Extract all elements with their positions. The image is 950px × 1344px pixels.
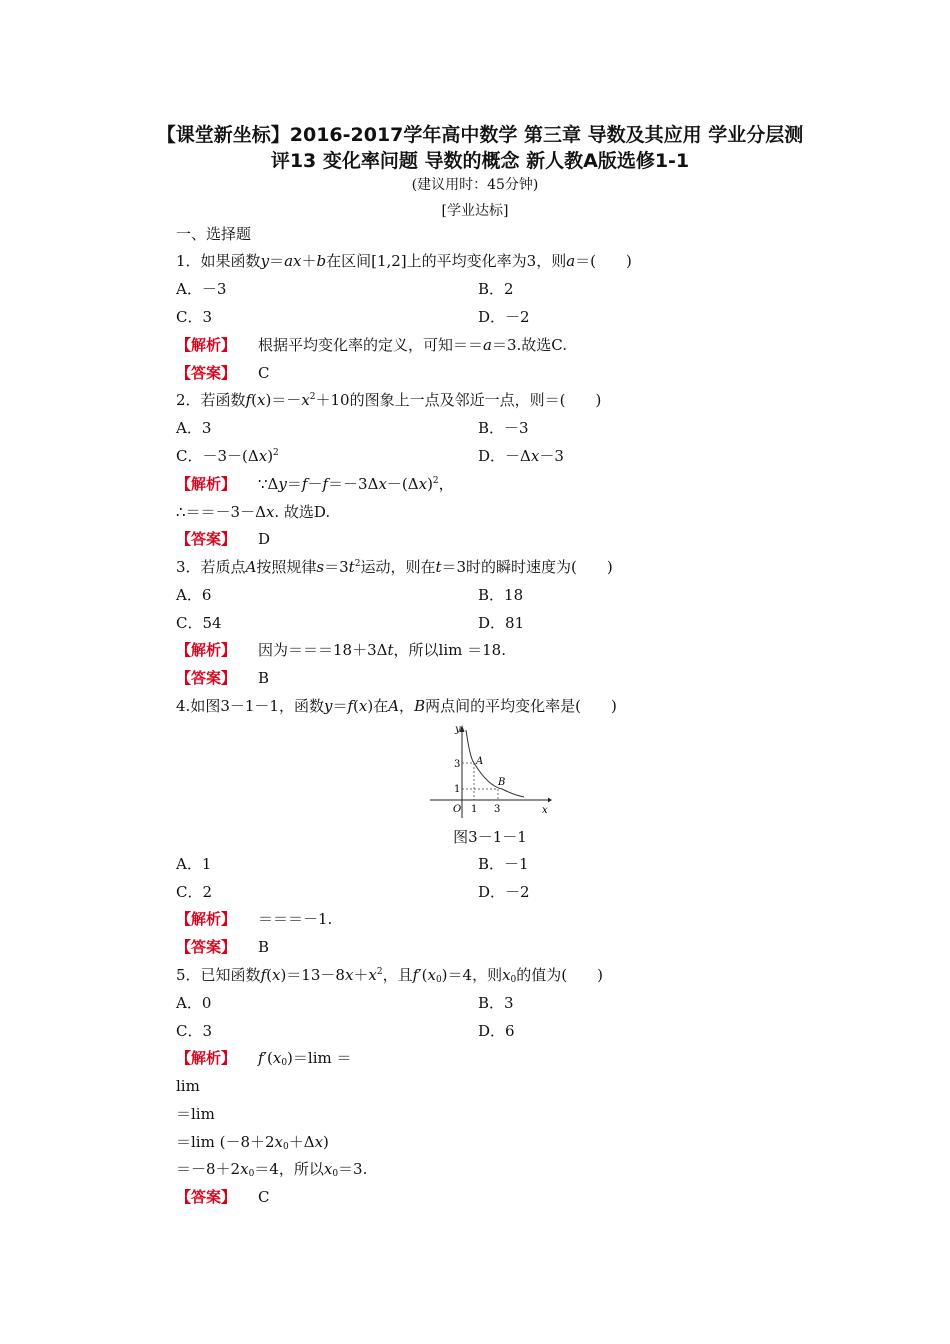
q1-option-d: D．－2 [478,308,530,326]
answer-label: 【答案】 [176,938,237,956]
q2-option-a: A．3 [176,419,212,437]
q5-option-d: D．6 [478,1022,515,1040]
q5-option-b: B．3 [478,994,514,1012]
answer-label: 【答案】 [176,1188,237,1206]
q5-option-a: A．0 [176,994,212,1012]
q3-option-b: B．18 [478,586,524,604]
part-heading: 一、选择题 [176,225,252,243]
q3-answer: 【答案】 B [176,669,270,687]
function-graph-figure [428,722,552,822]
analysis-label: 【解析】 [176,1049,237,1067]
q2-analysis: 【解析】 $\because\Delta y=f-f=-3\Delta x-(\Delta x)^2$， [176,475,454,493]
section-label: [学业达标] [441,203,509,219]
q3-analysis: 【解析】 因为＝＝＝18＋3Δt，所以lim ＝18. [176,641,506,659]
question-5: 5．已知函数$f(x)=13-8x+x^2$，且$f'(x_0)=4$，则$x_0$的值为( ) [176,966,603,985]
q1-option-c: C．3 [176,308,213,326]
q5-analysis-line5: $=-8+2x_0=4$，所以$x_0=3$. [176,1160,368,1179]
q5-analysis-line3: ＝lim [176,1105,215,1123]
figure-caption: 图3－1－1 [453,828,527,846]
point-a-label: A [476,756,484,767]
q2-option-b: B．－3 [478,419,529,437]
q1-option-b: B．2 [478,280,514,298]
x-tick-3: 3 [494,804,501,815]
y-tick-1: 1 [454,784,461,795]
point-b-label: B [498,777,506,788]
answer-label: 【答案】 [176,530,237,548]
q1-analysis: 【解析】 根据平均变化率的定义，可知＝＝a＝3.故选C. [176,336,568,354]
document-title: 【课堂新坐标】2016-2017学年高中数学 第三章 导数及其应用 学业分层测评13 变化率问题 导数的概念 新人教A版选修1-1 [156,124,804,172]
x-tick-1: 1 [471,804,478,815]
q5-analysis-line2: lim [176,1077,200,1095]
question-1: 1．如果函数y＝ax＋b在区间[1,2]上的平均变化率为3，则a＝( ) [176,252,632,270]
q5-option-c: C．3 [176,1022,213,1040]
q2-analysis-line2: ∴＝＝－3－Δx. 故选D. [176,503,331,521]
q4-answer: 【答案】 B [176,938,270,956]
analysis-label: 【解析】 [176,475,237,493]
q4-option-b: B．－1 [478,855,529,873]
q2-option-d: D．－Δx－3 [478,447,564,465]
question-2: 2．若函数$f(x)=-x^2+10$的图象上一点及邻近一点，则＝( ) [176,391,602,409]
analysis-label: 【解析】 [176,336,237,354]
q2-option-c: C．$-3-(\Delta x)^2$ [176,447,279,465]
function-curve [466,730,524,797]
q5-answer: 【答案】 C [176,1188,270,1206]
q1-option-a: A．－3 [176,280,227,298]
analysis-label: 【解析】 [176,910,237,928]
q3-option-a: A．6 [176,586,212,604]
q4-option-d: D．－2 [478,883,530,901]
y-axis-label: y [455,724,461,735]
answer-label: 【答案】 [176,364,237,382]
question-4: 4.如图3－1－1，函数y＝f(x)在A，B两点间的平均变化率是( ) [176,697,617,715]
q3-option-c: C．54 [176,614,222,632]
question-3: 3．若质点A按照规律$s=3t^2$运动，则在t＝3时的瞬时速度为( ) [176,558,613,576]
q3-option-d: D．81 [478,614,525,632]
x-axis-label: x [542,805,548,816]
y-tick-3: 3 [454,759,461,770]
origin-label: O [453,804,462,815]
q2-answer: 【答案】 D [176,530,271,548]
q1-answer: 【答案】 C [176,364,270,382]
q4-analysis: 【解析】 ＝＝＝－1. [176,910,333,928]
suggested-time: (建议用时：45分钟) [411,177,539,193]
answer-label: 【答案】 [176,669,237,687]
x-axis-arrow [548,798,552,803]
q4-option-a: A．1 [176,855,212,873]
analysis-label: 【解析】 [176,641,237,659]
q5-analysis: 【解析】 $f'(x_0)=\lim$ ＝ [176,1049,352,1068]
q4-option-c: C．2 [176,883,213,901]
q5-analysis-line4: ＝lim $(-8+2x_0+\Delta x)$ [176,1133,329,1152]
